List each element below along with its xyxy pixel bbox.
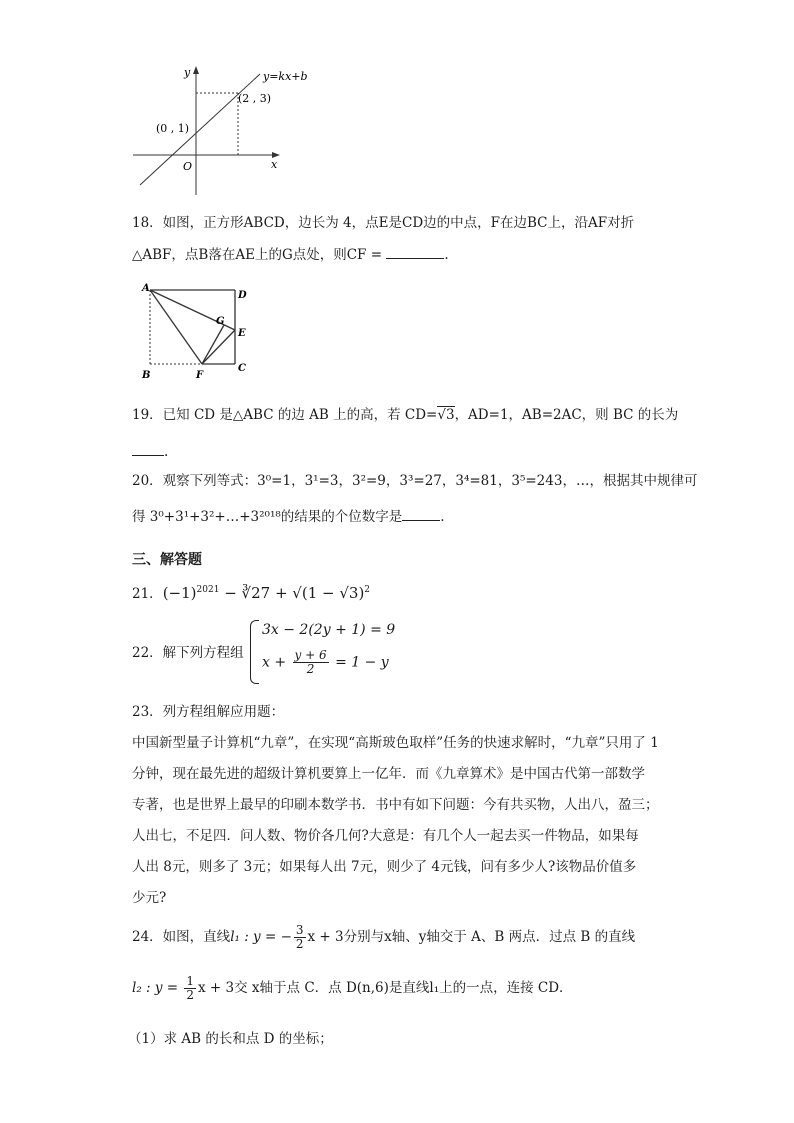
q23-line-5: 人出 8元，则多了 3元；如果每人出 7元，则少了 4元钱，问有多少人?该物品价值多 [132, 859, 637, 875]
q18-line2 [132, 244, 449, 265]
fig-label-a: A [142, 283, 150, 294]
q22-label: 22．解下列方程组 [132, 645, 244, 661]
q19-line2 [132, 441, 168, 462]
q22-eq2: x + $\frac{y + 6}{2}$ = 1 − y [262, 648, 389, 676]
q23-line-2: 分钟，现在最先进的超级计算机要算上一亿年．而《九章算术》是中国古代第一部数学 [132, 766, 645, 782]
q23-line-4: 人出七，不足四．问人数、物价各几何?大意是：有几个人一起去买一件物品，如果每 [132, 828, 639, 844]
q21-expr-a: (−1) [162, 584, 197, 602]
q24-frac1: $\frac{3}{2}$ [295, 923, 304, 951]
q18-line2-text: △ABF，点B落在AE上的G点处，则CF = [132, 247, 387, 263]
q21-num: 21． [132, 586, 163, 602]
linear-function-graph [128, 60, 308, 200]
q20-line2-text: 得 3⁰+3¹+3²+…+3²⁰¹⁸的结果的个位数字是 [132, 509, 403, 525]
q19-answer-blank[interactable] [132, 441, 164, 456]
q18-answer-blank[interactable] [386, 244, 444, 259]
q18-line1: 18．如图，正方形ABCD，边长为 4，点E是CD边的中点，F在边BC上，沿AF对折 [132, 215, 635, 231]
section-title: 三、解答题 [132, 552, 202, 568]
graph-line-label: y=kx+b [263, 70, 308, 83]
q24-line2: l₂ : y = $\frac{1}{2}$ x + 3交 x轴于点 C．点 D(n,6)是直线l₁上的一点，连接 CD． [132, 974, 573, 1002]
q19-text-b: ，AD=1，AB=2AC，则 BC 的长为 [454, 407, 679, 423]
q24-frac2: $\frac{1}{2}$ [186, 974, 195, 1002]
q23-line-1: 中国新型量子计算机“九章”，在实现“高斯玻色取样”任务的快速求解时，“九章”只用了 1 [132, 735, 659, 751]
q20-answer-blank[interactable] [402, 506, 440, 521]
q21-expr-c: √(1 − √3) [292, 584, 365, 602]
fig-label-g: G [216, 316, 225, 327]
q21-exp-a: 2021 [196, 585, 220, 595]
q19-line1 [132, 405, 678, 425]
q21-exp-c: 2 [364, 585, 371, 595]
q24-line1: 24．如图，直线l₁ : y = − $\frac{3}{2}$ x + 3分别与x轴、y轴交于 A、B 两点．过点 B 的直线 [132, 923, 636, 951]
fig-label-e: E [238, 328, 246, 339]
fig-label-c: C [238, 363, 246, 374]
q19-sqrt: √3 [437, 407, 455, 423]
q21-expr-b: − ∛27 + [219, 584, 293, 602]
fig-label-f: F [196, 370, 204, 381]
graph-y-label: y [184, 66, 191, 79]
q22-system-brace [250, 620, 259, 684]
q22-eq1: 3x − 2(2y + 1) = 9 [262, 622, 396, 638]
graph-x-label: x [271, 158, 278, 171]
graph-point-b-label: (2 , 3) [238, 92, 272, 105]
fig-label-d: D [238, 290, 247, 301]
q23-line-6: 少元? [132, 890, 167, 906]
q23-title: 23．列方程组解应用题： [132, 704, 285, 720]
graph-point-a-label: (0 , 1) [156, 122, 190, 135]
q21-line [132, 583, 370, 604]
q20-line2 [132, 506, 445, 527]
q19-line2-end: . [164, 444, 169, 460]
q19-text-a: 19．已知 CD 是△ABC 的边 AB 上的高，若 CD= [132, 407, 438, 423]
q23-line-3: 专著，也是世界上最早的印刷本数学书．书中有如下问题：今有共买物，人出八，盈三； [132, 797, 659, 813]
q22-eq2-fraction: $\frac{y + 6}{2}$ [294, 648, 327, 676]
q18-line2-end: . [444, 247, 449, 263]
square-fold-figure [134, 280, 254, 385]
q20-line2-end: . [440, 509, 445, 525]
q24-sub1: （1）求 AB 的长和点 D 的坐标； [128, 1031, 333, 1047]
q20-line1: 20．观察下列等式：3⁰=1，3¹=3，3²=9，3³=27，3⁴=81，3⁵=243，…，根据其中规律可 [132, 473, 698, 489]
graph-origin-label: O [183, 160, 193, 173]
fig-label-b: B [142, 370, 151, 381]
